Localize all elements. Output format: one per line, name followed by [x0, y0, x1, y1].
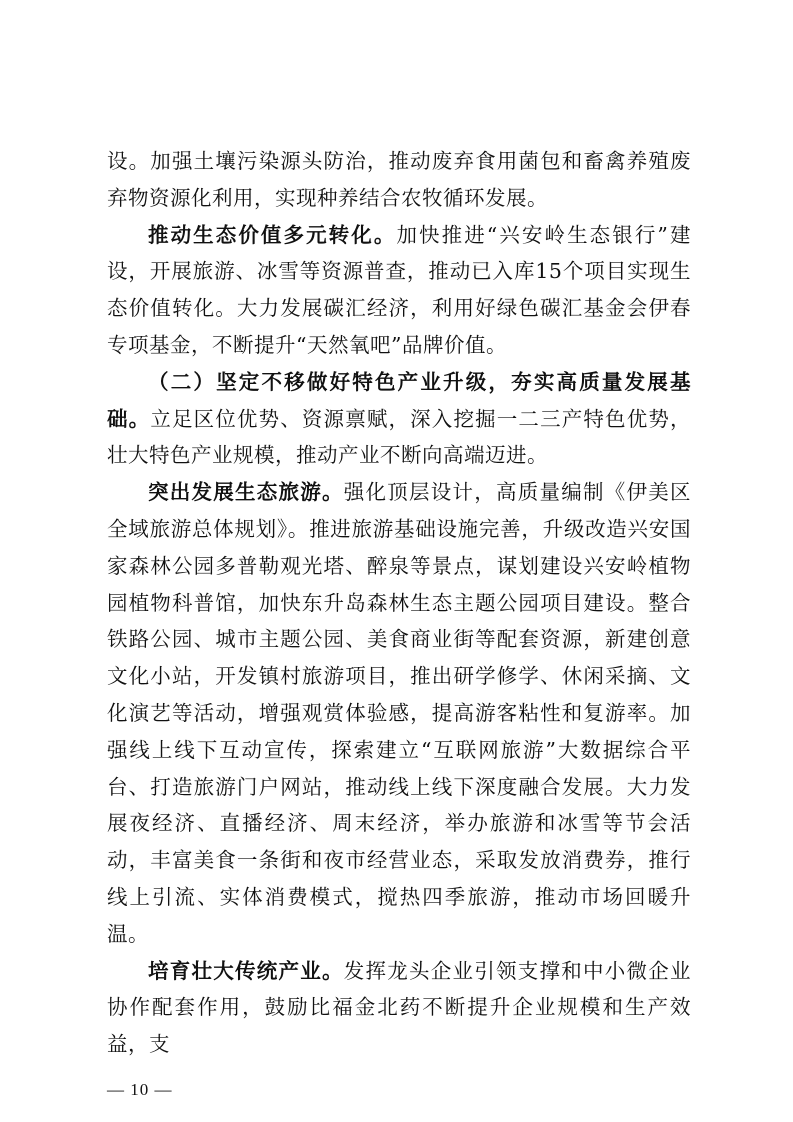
section-heading-2 — [107, 364, 691, 474]
paragraph-4 — [107, 474, 691, 952]
paragraph-4-lead: 突出发展生态旅游。 — [148, 480, 344, 505]
paragraph-2 — [107, 217, 691, 364]
document-body — [107, 143, 691, 1063]
page-number: — 10 — — [107, 1080, 173, 1099]
section-heading-text: （二）坚定不移做好特色产业升级，夯实高质量发展基础。 — [107, 369, 691, 431]
paragraph-5 — [107, 953, 691, 1063]
paragraph-3-text: 立足区位优势、资源禀赋，深入挖掘一二三产特色优势，壮大特色产业规模，推动产业不断向高端迈进。 — [107, 406, 692, 468]
paragraph-2-lead: 推动生态价值多元转化。 — [148, 222, 397, 247]
paragraph-1-text: 设。加强土壤污染源头防治，推动废弃食用菌包和畜禽养殖废弃物资源化利用，实现种养结合农牧循环发展。 — [107, 149, 691, 210]
paragraph-1 — [107, 143, 691, 217]
paragraph-5-lead: 培育壮大传统产业。 — [148, 958, 344, 983]
paragraph-2-text: 加快推进“兴安岭生态银行”建设，开展旅游、冰雪等资源普查，推动已入库15个项目实现生态价值转化。大力发展碳汇经济，利用好绿色碳汇基金会伊春专项基金，不断提升“天然氧吧”品牌价值。 — [107, 222, 691, 357]
paragraph-5-text: 发挥龙头企业引领支撑和中小微企业协作配套作用，鼓励比福金北药不断提升企业规模和生产效益，支 — [107, 958, 691, 1057]
paragraph-4-text: 强化顶层设计，高质量编制《伊美区全域旅游总体规划》。推进旅游基础设施完善，升级改造兴安国家森林公园多普勒观光塔、醉泉等景点，谋划建设兴安岭植物园植物科普馆，加快东升岛森林生态主题公园项目建设。整合铁路公园、城市主题公园、美食商业街等配套资源，新建创意文化小站，开发镇村旅游项目，推出研学修学、休闲采摘、文化演艺等活动，增强观赏体验感，提高游客粘性和复游率。加强线上线下互动宣传，探索建立“互联网旅游”大数据综合平台、打造旅游门户网站，推动线上线下深度融合发展。大力发展夜经济、直播经济、周末经济，举办旅游和冰雪等节会活动，丰富美食一条街和夜市经营业态，采取发放消费券，推行线上引流、实体消费模式，搅热四季旅游，推动市场回暖升温。 — [107, 480, 691, 946]
